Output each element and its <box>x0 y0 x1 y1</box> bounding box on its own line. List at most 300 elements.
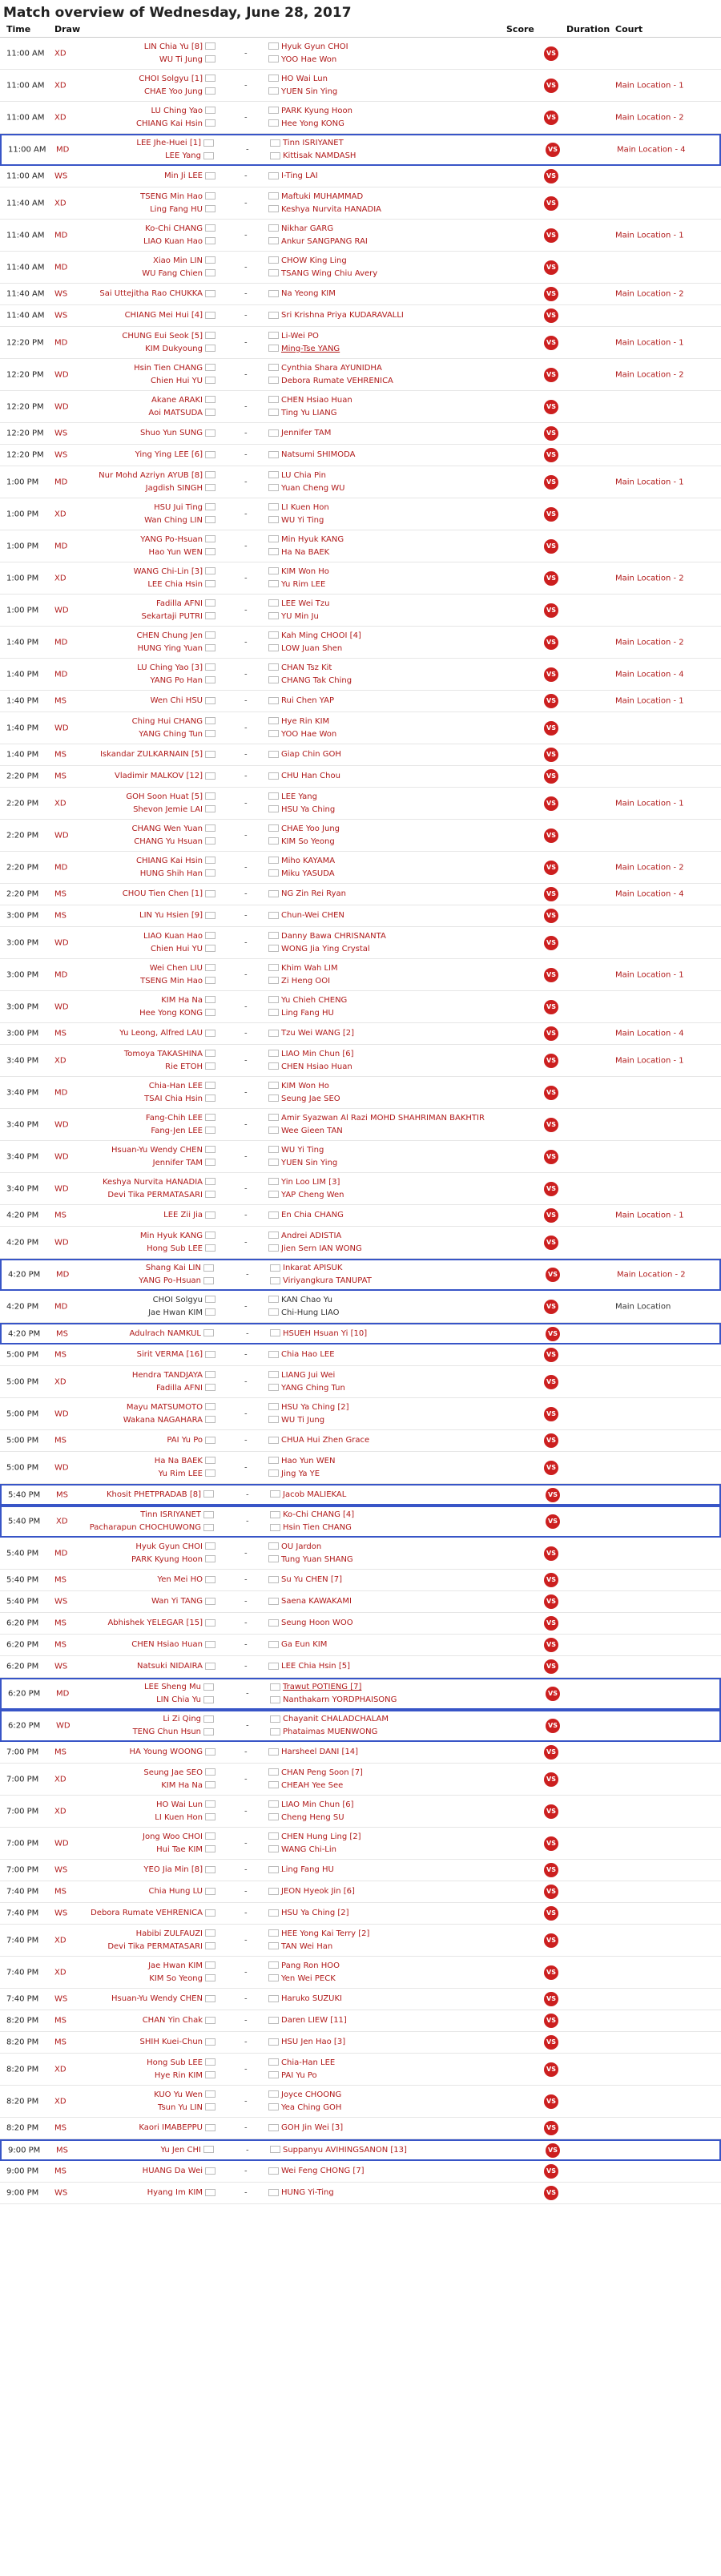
player-name[interactable]: Seung Jae SEO <box>143 1768 203 1777</box>
player-name[interactable]: WU Yi Ting <box>281 1145 324 1155</box>
player-name[interactable]: GOH Soon Huat [5] <box>126 792 203 801</box>
match-row[interactable] <box>0 1430 721 1452</box>
player-name[interactable]: Yu Leong, Alfred LAU <box>119 1029 203 1038</box>
match-row[interactable] <box>0 305 721 327</box>
match-row[interactable] <box>0 1259 721 1291</box>
player-name[interactable]: Yuan Cheng WU <box>281 483 345 493</box>
match-row[interactable] <box>0 445 721 466</box>
match-row[interactable] <box>0 1989 721 2010</box>
match-row[interactable] <box>0 1710 721 1742</box>
match-row[interactable] <box>0 1109 721 1141</box>
match-row[interactable] <box>0 38 721 70</box>
player-name[interactable]: CHAE Yoo Jung <box>281 824 340 833</box>
match-row[interactable] <box>0 959 721 991</box>
match-row[interactable] <box>0 1291 721 1323</box>
match-row[interactable] <box>0 1613 721 1635</box>
player-name[interactable]: Li Zi Qing <box>163 1715 201 1723</box>
player-name[interactable]: Hee Yong KONG <box>139 1008 203 1018</box>
player-name[interactable]: CHAN Peng Soon [7] <box>281 1768 363 1777</box>
player-name[interactable]: YAP Cheng Wen <box>281 1190 344 1199</box>
vs-badge[interactable]: VS <box>544 1573 558 1587</box>
match-row[interactable] <box>0 820 721 852</box>
player-name[interactable]: Ankur SANGPANG RAI <box>281 236 368 246</box>
vs-badge[interactable]: VS <box>544 1992 558 2006</box>
player-name[interactable]: Hsin Tien CHANG <box>134 363 203 373</box>
player-name[interactable]: Suppanyu AVIHINGSANON [13] <box>283 2145 407 2155</box>
player-name[interactable]: PARK Kyung Hoon <box>131 1554 203 1564</box>
player-name[interactable]: YANG Ching Tun <box>281 1383 345 1393</box>
player-name[interactable]: LIN Yu Hsien [9] <box>139 911 203 920</box>
player-name[interactable]: HO Wai Lun <box>281 74 328 83</box>
player-name[interactable]: CHEN Hsiao Huan <box>131 1640 203 1649</box>
vs-badge[interactable]: VS <box>544 1965 558 1980</box>
player-name[interactable]: CHEN Hsiao Huan <box>281 1062 352 1071</box>
match-row[interactable] <box>0 712 721 744</box>
player-name[interactable]: Danny Bawa CHRISNANTA <box>281 931 386 941</box>
vs-badge[interactable]: VS <box>544 1407 558 1421</box>
player-name[interactable]: TAN Wei Han <box>281 1941 333 1951</box>
vs-badge[interactable]: VS <box>544 475 558 490</box>
player-name[interactable]: Wan Ching LIN <box>144 515 203 525</box>
player-name[interactable]: Fang-Jen LEE <box>151 1126 203 1135</box>
player-name[interactable]: Shevon Jemie LAI <box>133 804 203 814</box>
player-name[interactable]: Viriyangkura TANUPAT <box>283 1276 372 1285</box>
player-name[interactable]: YOO Hae Won <box>281 729 337 739</box>
player-name[interactable]: Amir Syazwan Al Razi MOHD SHAHRIMAN BAKHTIR <box>281 1113 485 1123</box>
player-name[interactable]: Sai Uttejitha Rao CHUKKA <box>99 289 203 298</box>
player-name[interactable]: Chia-Han LEE <box>281 2058 336 2067</box>
vs-badge[interactable]: VS <box>544 571 558 586</box>
vs-badge[interactable]: VS <box>544 1182 558 1196</box>
player-name[interactable]: LIANG Jui Wei <box>281 1370 336 1380</box>
match-row[interactable] <box>0 1678 721 1710</box>
player-name[interactable]: Ga Eun KIM <box>281 1640 328 1649</box>
vs-badge[interactable]: VS <box>544 2035 558 2050</box>
player-name[interactable]: Trawut POTIENG [7] <box>283 1683 362 1691</box>
vs-badge[interactable]: VS <box>544 196 558 211</box>
player-name[interactable]: Ling Fang HU <box>150 204 203 214</box>
vs-badge[interactable]: VS <box>544 228 558 243</box>
match-row[interactable] <box>0 1635 721 1656</box>
player-name[interactable]: KIM Won Ho <box>281 1081 329 1090</box>
player-name[interactable]: Hsuan-Yu Wendy CHEN <box>111 1145 203 1155</box>
player-name[interactable]: Min Ji LEE <box>163 171 203 180</box>
player-name[interactable]: Wakana NAGAHARA <box>123 1415 203 1425</box>
player-name[interactable]: Hsin Tien CHANG <box>283 1523 352 1532</box>
player-name[interactable]: Seung Hoon WOO <box>281 1619 353 1627</box>
vs-badge[interactable]: VS <box>544 667 558 682</box>
vs-badge[interactable]: VS <box>544 260 558 275</box>
player-name[interactable]: Habibi ZULFAUZI <box>135 1929 203 1938</box>
player-name[interactable]: CHOW King Ling <box>281 256 347 265</box>
player-name[interactable]: Khosit PHETPRADAB [8] <box>106 1490 201 1499</box>
match-row[interactable] <box>0 466 721 498</box>
player-name[interactable]: Hye Rin KIM <box>154 2070 203 2080</box>
player-name[interactable]: LIN Chia Yu <box>156 1695 201 1704</box>
match-row[interactable] <box>0 1344 721 1366</box>
player-name[interactable]: I-Ting LAI <box>281 171 318 180</box>
match-row[interactable] <box>0 766 721 788</box>
match-row[interactable] <box>0 252 721 284</box>
player-name[interactable]: Andrei ADISTIA <box>281 1231 342 1240</box>
player-name[interactable]: Cynthia Shara AYUNIDHA <box>281 363 382 373</box>
player-name[interactable]: Debora Rumate VEHRENICA <box>281 376 393 385</box>
vs-badge[interactable]: VS <box>544 635 558 650</box>
player-name[interactable]: Ling Fang HU <box>281 1865 334 1874</box>
vs-badge[interactable]: VS <box>544 1885 558 1899</box>
player-name[interactable]: YANG Ching Tun <box>139 729 203 739</box>
player-name[interactable]: Sri Krishna Priya KUDARAVALLI <box>281 311 404 320</box>
match-row[interactable] <box>0 2032 721 2054</box>
match-row[interactable] <box>0 562 721 595</box>
player-name[interactable]: TENG Chun Hsun <box>132 1727 201 1736</box>
player-name[interactable]: CHAN Tsz Kit <box>281 663 332 672</box>
player-name[interactable]: SHIH Kuei-Chun <box>139 2038 203 2046</box>
player-name[interactable]: CHU Han Chou <box>281 772 340 780</box>
match-row[interactable] <box>0 2010 721 2032</box>
vs-badge[interactable]: VS <box>544 796 558 811</box>
match-row[interactable] <box>0 359 721 391</box>
match-row[interactable] <box>0 498 721 530</box>
player-name[interactable]: Pacharapun CHOCHUWONG <box>89 1523 201 1532</box>
player-name[interactable]: CHANG Wen Yuan <box>131 824 203 833</box>
player-name[interactable]: LIAO Min Chun [6] <box>281 1049 354 1058</box>
player-name[interactable]: Pang Ron HOO <box>281 1961 340 1970</box>
match-row[interactable] <box>0 744 721 766</box>
player-name[interactable]: Jae Hwan KIM <box>148 1308 203 1317</box>
match-row[interactable] <box>0 1591 721 1613</box>
player-name[interactable]: HSU Ya Ching [2] <box>281 1909 349 1917</box>
match-row[interactable] <box>0 595 721 627</box>
player-name[interactable]: Debora Rumate VEHRENICA <box>91 1909 203 1917</box>
vs-badge[interactable]: VS <box>544 909 558 923</box>
vs-badge[interactable]: VS <box>544 694 558 708</box>
vs-badge[interactable]: VS <box>544 2164 558 2179</box>
player-name[interactable]: CHIANG Mei Hui [4] <box>124 311 203 320</box>
match-row[interactable] <box>0 284 721 305</box>
player-name[interactable]: Wei Chen LIU <box>149 963 203 973</box>
player-name[interactable]: KIM Ha Na <box>161 995 203 1005</box>
player-name[interactable]: Keshya Nurvita HANADIA <box>281 204 382 214</box>
player-name[interactable]: YANG Po-Hsuan <box>140 534 203 544</box>
vs-badge[interactable]: VS <box>544 1300 558 1314</box>
player-name[interactable]: KAN Chao Yu <box>281 1295 332 1304</box>
match-row[interactable] <box>0 2118 721 2139</box>
vs-badge[interactable]: VS <box>546 2143 560 2158</box>
match-row[interactable] <box>0 1957 721 1989</box>
vs-badge[interactable]: VS <box>544 1118 558 1132</box>
match-row[interactable] <box>0 2183 721 2204</box>
player-name[interactable]: Mayu MATSUMOTO <box>126 1402 203 1412</box>
player-name[interactable]: Chia-Han LEE <box>148 1081 203 1090</box>
vs-badge[interactable]: VS <box>544 1933 558 1948</box>
vs-badge[interactable]: VS <box>544 426 558 441</box>
player-name[interactable]: HSU Jen Hao [3] <box>281 2038 346 2046</box>
player-name[interactable]: Yu Rim LEE <box>281 579 326 589</box>
player-name[interactable]: LEE Yang <box>165 151 201 160</box>
match-row[interactable] <box>0 2054 721 2086</box>
match-row[interactable] <box>0 852 721 884</box>
vs-badge[interactable]: VS <box>544 1000 558 1014</box>
player-name[interactable]: Chi-Hung LIAO <box>281 1308 340 1317</box>
vs-badge[interactable]: VS <box>544 1208 558 1223</box>
player-name[interactable]: Devi Tika PERMATASARI <box>107 1190 203 1199</box>
vs-badge[interactable]: VS <box>544 2014 558 2028</box>
player-name[interactable]: HUNG Shih Han <box>139 869 203 878</box>
player-name[interactable]: Hyang Im KIM <box>147 2188 203 2197</box>
player-name[interactable]: YANG Po-Hsuan <box>139 1276 201 1285</box>
player-name[interactable]: KIM So Yeong <box>281 836 335 846</box>
vs-badge[interactable]: VS <box>544 1236 558 1250</box>
player-name[interactable]: Hong Sub LEE <box>147 2058 203 2067</box>
player-name[interactable]: Devi Tika PERMATASARI <box>107 1941 203 1951</box>
match-row[interactable] <box>0 788 721 820</box>
vs-badge[interactable]: VS <box>544 1594 558 1609</box>
player-name[interactable]: Kah Ming CHOOI [4] <box>281 631 361 640</box>
player-name[interactable]: Hee Yong KONG <box>281 119 344 128</box>
player-name[interactable]: WU Fang Chien <box>142 268 203 278</box>
player-name[interactable]: Jong Woo CHOI <box>143 1832 203 1841</box>
player-name[interactable]: Zi Heng OOI <box>281 976 331 986</box>
player-name[interactable]: Fadilla AFNI <box>156 599 203 608</box>
player-name[interactable]: KIM So Yeong <box>149 1973 203 1983</box>
match-row[interactable] <box>0 423 721 445</box>
player-name[interactable]: LEE Sheng Mu <box>143 1683 201 1691</box>
player-name[interactable]: KUO Yu Wen <box>154 2090 203 2099</box>
player-name[interactable]: NG Zin Rei Ryan <box>281 889 346 898</box>
vs-badge[interactable]: VS <box>544 748 558 762</box>
player-name[interactable]: Inkarat APISUK <box>283 1264 343 1272</box>
vs-badge[interactable]: VS <box>546 1687 560 1701</box>
player-name[interactable]: Tsun Yu LIN <box>158 2102 203 2112</box>
vs-badge[interactable]: VS <box>544 46 558 61</box>
player-name[interactable]: Miho KAYAMA <box>281 856 336 865</box>
match-row[interactable] <box>0 991 721 1023</box>
vs-badge[interactable]: VS <box>544 861 558 875</box>
player-name[interactable]: WU Ti Jung <box>281 1415 325 1425</box>
player-name[interactable]: CHEN Hsiao Huan <box>281 395 352 405</box>
vs-badge[interactable]: VS <box>544 111 558 125</box>
vs-badge[interactable]: VS <box>544 1086 558 1100</box>
vs-badge[interactable]: VS <box>544 368 558 382</box>
vs-badge[interactable]: VS <box>544 336 558 350</box>
player-name[interactable]: Shang Kai LIN <box>145 1264 201 1272</box>
vs-badge[interactable]: VS <box>544 1906 558 1921</box>
player-name[interactable]: YUEN Sin Ying <box>281 87 338 96</box>
player-name[interactable]: Harsheel DANI [14] <box>281 1748 359 1756</box>
player-name[interactable]: Yea Ching GOH <box>281 2102 342 2112</box>
player-name[interactable]: Chien Hui YU <box>150 376 203 385</box>
match-row[interactable] <box>0 659 721 691</box>
vs-badge[interactable]: VS <box>544 2094 558 2109</box>
player-name[interactable]: LU Ching Yao <box>151 106 203 115</box>
vs-badge[interactable]: VS <box>544 448 558 462</box>
player-name[interactable]: HUNG Yi-Ting <box>281 2188 334 2197</box>
player-name[interactable]: WANG Chi-Lin [3] <box>133 566 203 576</box>
vs-badge[interactable]: VS <box>544 1616 558 1631</box>
player-name[interactable]: YUEN Sin Ying <box>281 1158 338 1167</box>
vs-badge[interactable]: VS <box>544 1348 558 1362</box>
player-name[interactable]: Chia Hung LU <box>148 1887 203 1896</box>
player-name[interactable]: Ching Hui CHANG <box>131 716 203 726</box>
player-name[interactable]: Wan Yi TANG <box>151 1597 203 1606</box>
player-name[interactable]: Fadilla AFNI <box>156 1383 203 1393</box>
match-row[interactable] <box>0 1484 721 1506</box>
player-name[interactable]: Haruko SUZUKI <box>281 1994 342 2003</box>
player-name[interactable]: HUANG Da Wei <box>142 2167 203 2175</box>
player-name[interactable]: LEE Wei Tzu <box>281 599 330 608</box>
player-name[interactable]: CHAN Yin Chak <box>142 2016 203 2025</box>
player-name[interactable]: Keshya Nurvita HANADIA <box>102 1177 203 1187</box>
player-name[interactable]: CHANG Yu Hsuan <box>134 836 203 846</box>
player-name[interactable]: LEE Chia Hsin <box>147 579 203 589</box>
player-name[interactable]: Maftuki MUHAMMAD <box>281 191 364 201</box>
vs-badge[interactable]: VS <box>544 1054 558 1068</box>
player-name[interactable]: Yu Chieh CHENG <box>281 995 348 1005</box>
player-name[interactable]: Na Yeong KIM <box>281 289 336 298</box>
match-row[interactable] <box>0 927 721 959</box>
player-name[interactable]: LIN Chia Yu [8] <box>143 42 203 51</box>
player-name[interactable]: Sekartaji PUTRI <box>141 611 203 621</box>
player-name[interactable]: Hsuan-Yu Wendy CHEN <box>111 1994 203 2003</box>
player-name[interactable]: Akane ARAKI <box>151 395 203 405</box>
player-name[interactable]: LOW Juan Shen <box>281 643 343 653</box>
match-row[interactable] <box>0 1398 721 1430</box>
player-name[interactable]: En Chia CHANG <box>281 1211 344 1219</box>
player-name[interactable]: Fang-Chih LEE <box>145 1113 203 1123</box>
player-name[interactable]: Chun-Wei CHEN <box>281 911 344 920</box>
player-name[interactable]: Yin Loo LIM [3] <box>281 1177 340 1187</box>
player-name[interactable]: Rie ETOH <box>165 1062 203 1071</box>
match-row[interactable] <box>0 1796 721 1828</box>
player-name[interactable]: Abhishek YELEGAR [15] <box>107 1619 203 1627</box>
player-name[interactable]: KIM Ha Na <box>161 1780 203 1790</box>
match-row[interactable] <box>0 1903 721 1925</box>
player-name[interactable]: Natsumi SHIMODA <box>281 450 356 459</box>
match-row[interactable] <box>0 1742 721 1764</box>
player-name[interactable]: HO Wai Lun <box>156 1800 203 1809</box>
match-row[interactable] <box>0 530 721 562</box>
player-name[interactable]: CHOI Solgyu <box>152 1295 203 1304</box>
vs-badge[interactable]: VS <box>546 1719 560 1733</box>
player-name[interactable]: Joyce CHOONG <box>281 2090 342 2099</box>
vs-badge[interactable]: VS <box>544 721 558 736</box>
match-row[interactable] <box>0 1173 721 1205</box>
player-name[interactable]: Ha Na BAEK <box>281 547 330 557</box>
player-name[interactable]: YEO Jia Min [8] <box>143 1865 203 1874</box>
match-row[interactable] <box>0 166 721 187</box>
player-name[interactable]: Wen Chi HSU <box>150 696 203 705</box>
player-name[interactable]: OU Jardon <box>281 1542 322 1551</box>
player-name[interactable]: YU Min Ju <box>281 611 319 621</box>
player-name[interactable]: PAI Yu Po <box>281 2070 317 2080</box>
vs-badge[interactable]: VS <box>544 1804 558 1819</box>
vs-badge[interactable]: VS <box>544 1433 558 1448</box>
match-row[interactable] <box>0 391 721 423</box>
vs-badge[interactable]: VS <box>544 1772 558 1787</box>
player-name[interactable]: Yen Mei HO <box>157 1575 203 1584</box>
player-name[interactable]: Giap Chin GOH <box>281 750 341 759</box>
match-row[interactable] <box>0 1828 721 1860</box>
vs-badge[interactable]: VS <box>544 769 558 784</box>
vs-badge[interactable]: VS <box>544 828 558 843</box>
player-name[interactable]: Li-Wei PO <box>281 331 319 341</box>
match-row[interactable] <box>0 1570 721 1591</box>
player-name[interactable]: CHEN Hung Ling [2] <box>281 1832 361 1841</box>
vs-badge[interactable]: VS <box>544 1836 558 1851</box>
player-name[interactable]: Jennifer TAM <box>281 429 332 437</box>
player-name[interactable]: Tinn ISRIYANET <box>283 139 344 147</box>
player-name[interactable]: Ha Na BAEK <box>154 1456 203 1465</box>
match-row[interactable] <box>0 70 721 102</box>
player-name[interactable]: Hao Yun WEN <box>281 1456 336 1465</box>
player-name[interactable]: LI Kuen Hon <box>155 1812 203 1822</box>
player-name[interactable]: LEE Zii Jia <box>163 1211 203 1219</box>
player-name[interactable]: LEE Yang <box>281 792 317 801</box>
player-name[interactable]: PARK Kyung Hoon <box>281 106 352 115</box>
player-name[interactable]: Tinn ISRIYANET <box>140 1510 201 1519</box>
match-row[interactable] <box>0 327 721 359</box>
player-name[interactable]: Ting Yu LIANG <box>281 408 337 417</box>
player-name[interactable]: CHOI Solgyu [1] <box>139 74 203 83</box>
match-row[interactable] <box>0 102 721 134</box>
match-row[interactable] <box>0 884 721 905</box>
vs-badge[interactable]: VS <box>546 143 560 157</box>
player-name[interactable]: TSENG Min Hao <box>140 191 203 201</box>
player-name[interactable]: LI Kuen Hon <box>281 502 329 512</box>
player-name[interactable]: CHOU Tien Chen [1] <box>122 889 203 898</box>
player-name[interactable]: KIM Won Ho <box>281 566 329 576</box>
vs-badge[interactable]: VS <box>544 1150 558 1164</box>
vs-badge[interactable]: VS <box>544 539 558 554</box>
match-row[interactable] <box>0 1452 721 1484</box>
player-name[interactable]: HSU Ya Ching [2] <box>281 1402 349 1412</box>
vs-badge[interactable]: VS <box>544 1638 558 1652</box>
player-name[interactable]: Chayanit CHALADCHALAM <box>283 1715 389 1723</box>
player-name[interactable]: Min Hyuk KANG <box>281 534 344 544</box>
player-name[interactable]: LEE Chia Hsin [5] <box>281 1662 350 1671</box>
match-row[interactable] <box>0 1764 721 1796</box>
player-name[interactable]: Tung Yuan SHANG <box>281 1554 353 1564</box>
player-name[interactable]: HSU Jui Ting <box>154 502 203 512</box>
match-row[interactable] <box>0 1881 721 1903</box>
match-row[interactable] <box>0 1925 721 1957</box>
player-name[interactable]: YANG Po Han <box>150 675 203 685</box>
player-name[interactable]: TSENG Min Hao <box>140 976 203 986</box>
player-name[interactable]: Ling Fang HU <box>281 1008 334 1018</box>
player-name[interactable]: YOO Hae Won <box>281 54 337 64</box>
player-name[interactable]: Nikhar GARG <box>281 224 334 233</box>
player-name[interactable]: Iskandar ZULKARNAIN [5] <box>99 750 203 759</box>
vs-badge[interactable]: VS <box>544 79 558 93</box>
vs-badge[interactable]: VS <box>546 1268 560 1282</box>
match-row[interactable] <box>0 1366 721 1398</box>
vs-badge[interactable]: VS <box>544 287 558 301</box>
player-name[interactable]: Jien Sern IAN WONG <box>281 1244 362 1253</box>
player-name[interactable]: Hui Tae KIM <box>156 1844 203 1854</box>
match-row[interactable] <box>0 1538 721 1570</box>
player-name[interactable]: Ming-Tse YANG <box>281 344 340 353</box>
player-name[interactable]: Tzu Wei WANG [2] <box>281 1029 355 1038</box>
player-name[interactable]: LIAO Kuan Hao <box>143 236 203 246</box>
player-name[interactable]: Saena KAWAKAMI <box>281 1597 352 1606</box>
player-name[interactable]: Aoi MATSUDA <box>148 408 203 417</box>
vs-badge[interactable]: VS <box>544 2062 558 2077</box>
vs-badge[interactable]: VS <box>544 2121 558 2135</box>
match-row[interactable] <box>0 2086 721 2118</box>
vs-badge[interactable]: VS <box>544 2186 558 2200</box>
player-name[interactable]: Ko-Chi CHANG <box>145 224 203 233</box>
